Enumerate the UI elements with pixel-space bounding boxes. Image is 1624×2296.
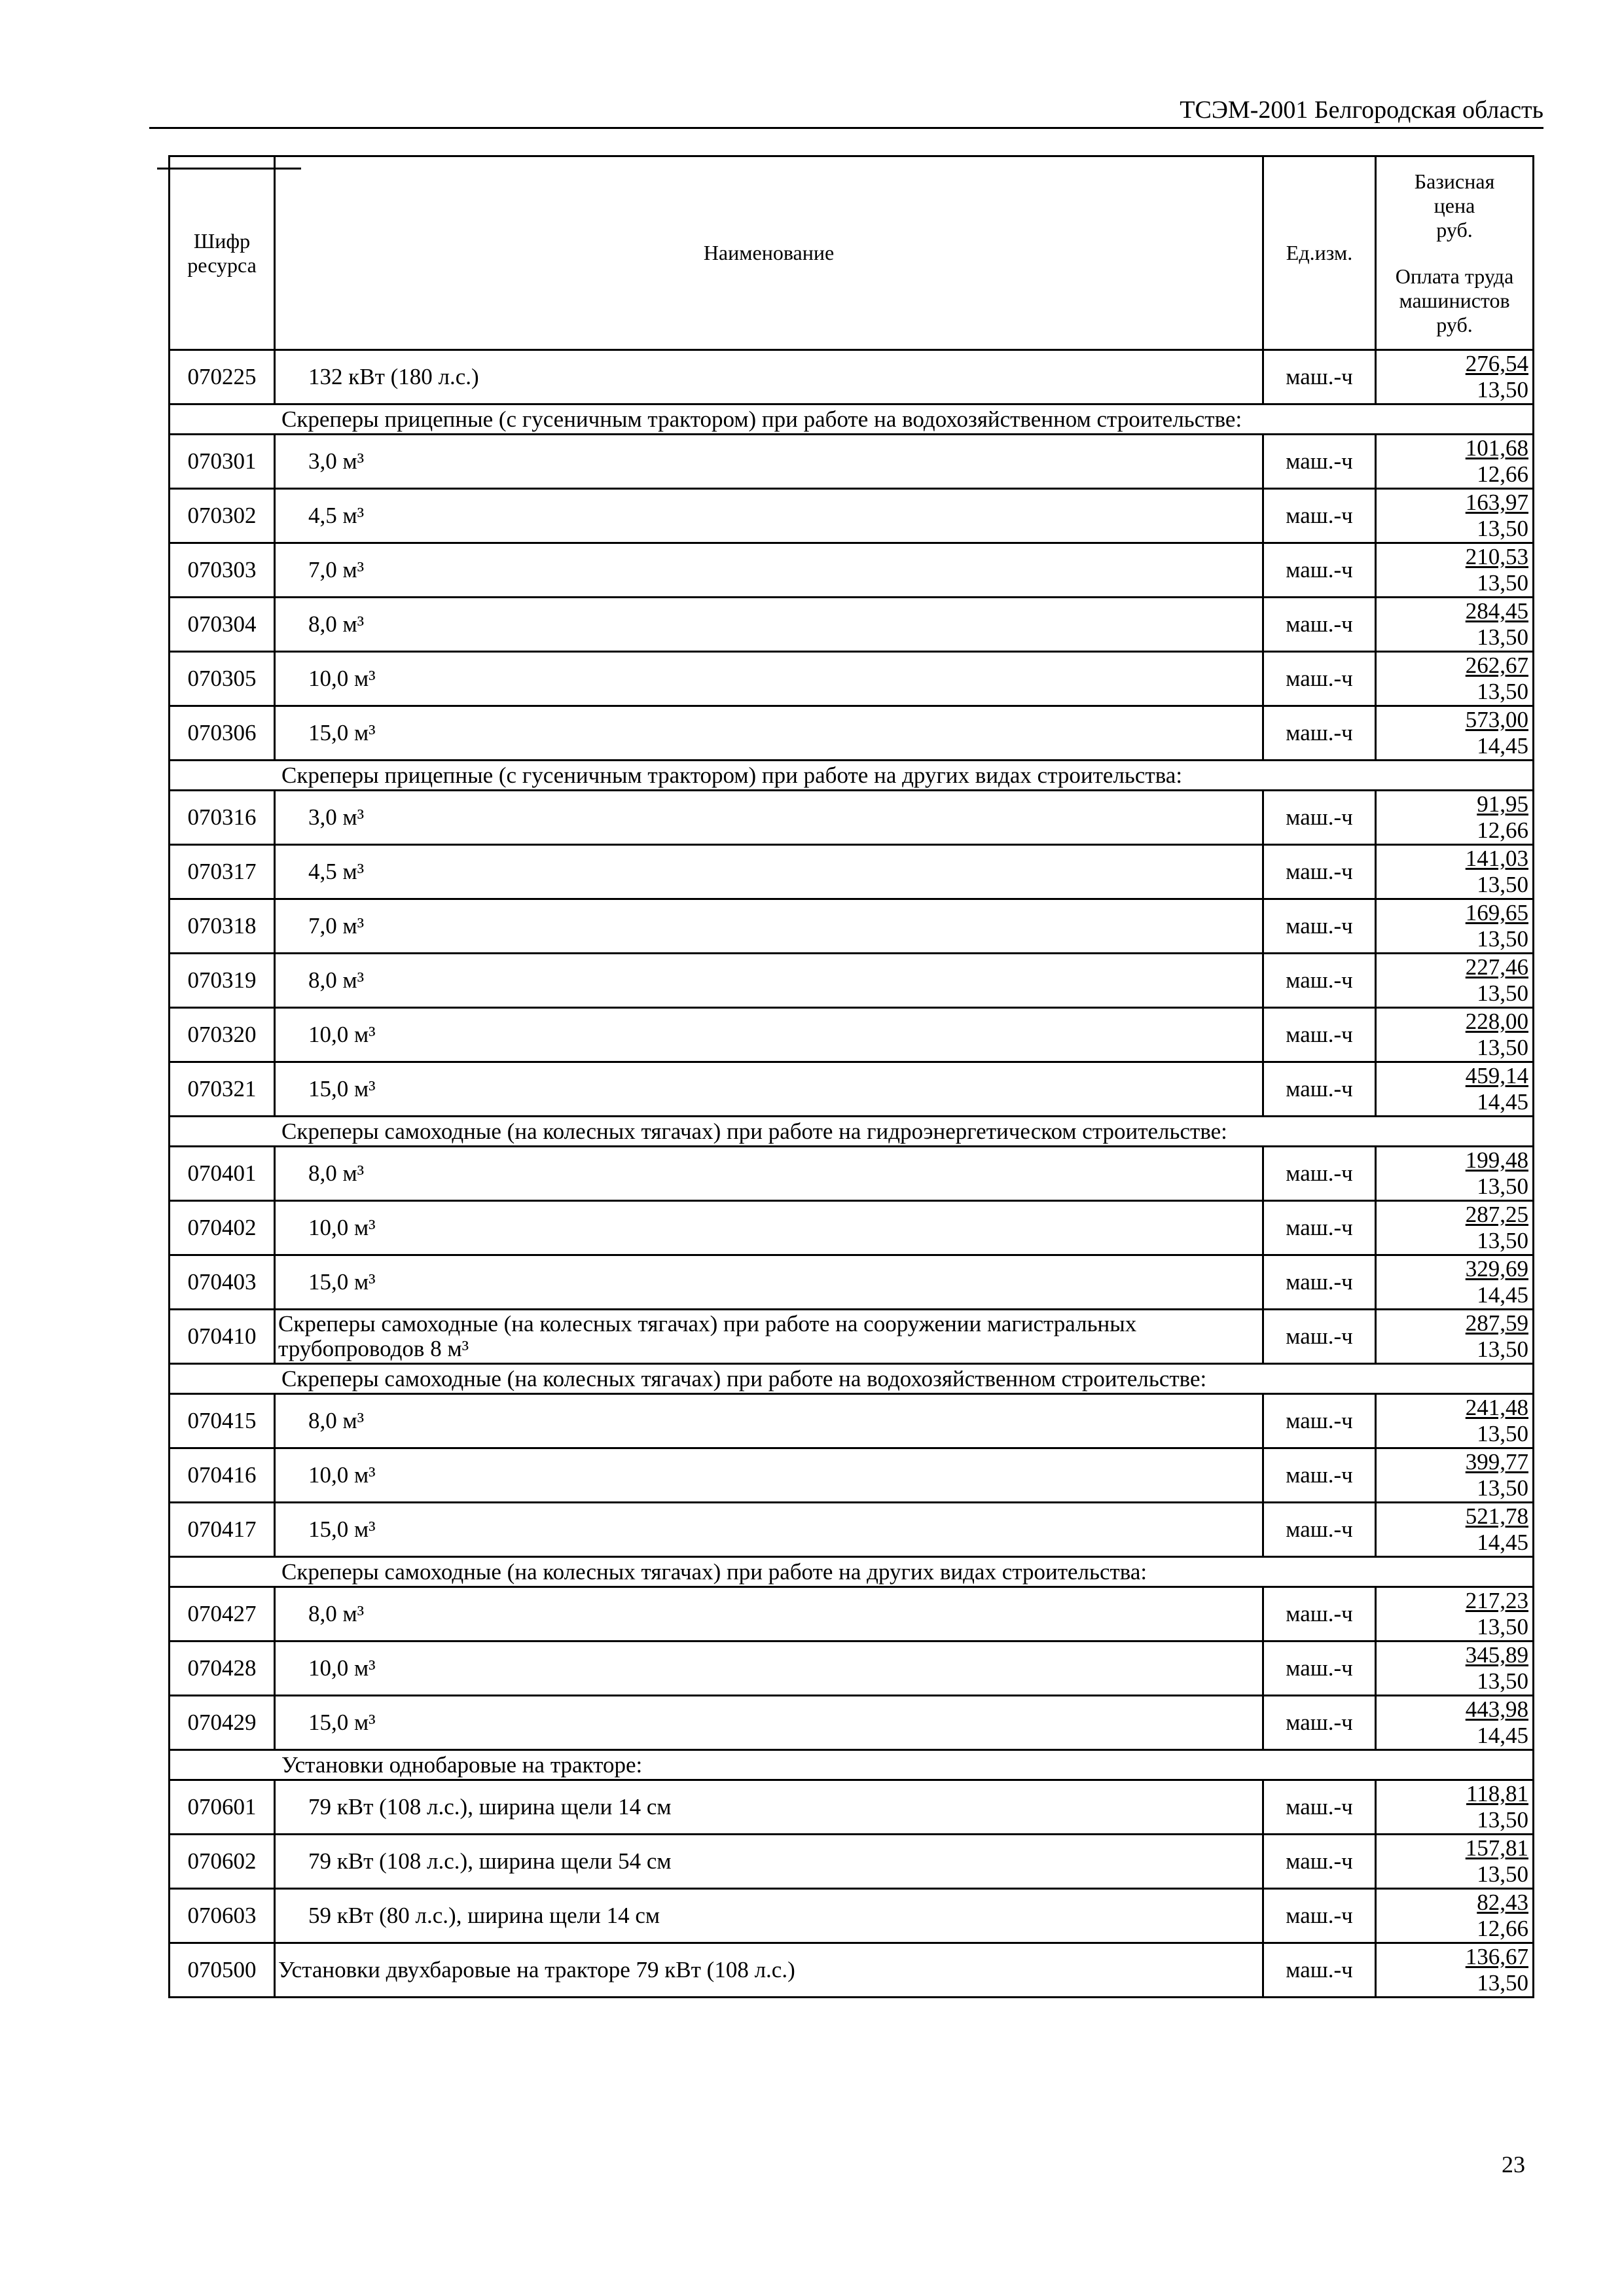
operator-labor-value: 13,50 [1477, 1336, 1528, 1362]
resource-name-cell: 8,0 м³ [275, 1394, 1263, 1448]
resource-name-cell: 4,5 м³ [275, 845, 1263, 899]
table-body [170, 350, 1534, 1998]
table-row [170, 543, 1534, 598]
table-row [170, 1008, 1534, 1062]
resource-code-cell: 070303 [170, 543, 275, 598]
resource-name-cell: 132 кВт (180 л.с.) [275, 350, 1263, 404]
price-cell [1376, 1641, 1534, 1696]
price-cell [1376, 899, 1534, 954]
operator-labor-value: 13,50 [1477, 624, 1528, 650]
table-row [170, 1943, 1534, 1998]
header-labor-line: Оплата труда [1395, 264, 1514, 288]
price-cell [1376, 845, 1534, 899]
price-cell [1376, 1448, 1534, 1503]
base-price-value: 262,67 [1465, 653, 1528, 678]
table-row [170, 1696, 1534, 1750]
price-cell [1376, 1310, 1534, 1364]
section-row [170, 761, 1534, 791]
price-cell [1376, 598, 1534, 652]
base-price-value: 91,95 [1477, 791, 1528, 817]
base-price-value: 227,46 [1465, 954, 1528, 980]
table-row [170, 1835, 1534, 1889]
base-price-value: 136,67 [1465, 1944, 1528, 1969]
base-price-value: 329,69 [1465, 1256, 1528, 1282]
resource-name-cell: 79 кВт (108 л.с.), ширина щели 14 см [275, 1780, 1263, 1835]
unit-cell: маш.-ч [1263, 899, 1376, 954]
unit-cell: маш.-ч [1263, 845, 1376, 899]
document-title: ТСЭМ-2001 Белгородская область [1180, 96, 1543, 124]
resource-name-cell: 79 кВт (108 л.с.), ширина щели 54 см [275, 1835, 1263, 1889]
resource-code-cell: 070403 [170, 1255, 275, 1310]
base-price-value: 199,48 [1465, 1147, 1528, 1173]
operator-labor-value: 13,50 [1477, 1228, 1528, 1253]
resource-code-cell: 070500 [170, 1943, 275, 1998]
resource-code-cell: 070320 [170, 1008, 275, 1062]
base-price-value: 287,25 [1465, 1202, 1528, 1227]
resource-code-cell: 070302 [170, 489, 275, 543]
operator-labor-value: 13,50 [1477, 926, 1528, 952]
unit-cell: маш.-ч [1263, 1062, 1376, 1117]
resource-code-cell: 070321 [170, 1062, 275, 1117]
base-price-value: 284,45 [1465, 598, 1528, 624]
operator-labor-value: 13,50 [1477, 679, 1528, 704]
unit-cell: маш.-ч [1263, 489, 1376, 543]
section-row [170, 1750, 1534, 1780]
base-price-value: 399,77 [1465, 1449, 1528, 1475]
operator-labor-value: 13,50 [1477, 570, 1528, 596]
resource-code-cell: 070305 [170, 652, 275, 706]
resource-price-table [168, 155, 1534, 1998]
resource-name-cell: 15,0 м³ [275, 706, 1263, 761]
resource-code-cell: 070417 [170, 1503, 275, 1557]
resource-code-cell: 070316 [170, 791, 275, 845]
header-unit: Ед.изм. [1263, 156, 1376, 350]
price-cell [1376, 1147, 1534, 1201]
price-cell [1376, 1503, 1534, 1557]
resource-code-cell: 070602 [170, 1835, 275, 1889]
price-cell [1376, 1587, 1534, 1641]
resource-name-cell: 10,0 м³ [275, 1008, 1263, 1062]
resource-name-cell: 8,0 м³ [275, 598, 1263, 652]
resource-name-cell: 3,0 м³ [275, 435, 1263, 489]
base-price-value: 210,53 [1465, 544, 1528, 569]
operator-labor-value: 12,66 [1477, 461, 1528, 487]
table-row [170, 1062, 1534, 1117]
header-price-line: цена [1434, 193, 1475, 217]
section-row [170, 1557, 1534, 1587]
section-row [170, 404, 1534, 435]
operator-labor-value: 14,45 [1477, 1089, 1528, 1115]
unit-cell: маш.-ч [1263, 954, 1376, 1008]
price-cell [1376, 1008, 1534, 1062]
operator-labor-value: 14,45 [1477, 1723, 1528, 1748]
page-number: 23 [1502, 2151, 1525, 2178]
resource-code-cell: 070427 [170, 1587, 275, 1641]
header-price-line: руб. [1436, 217, 1473, 242]
base-price-value: 141,03 [1465, 846, 1528, 871]
operator-labor-value: 13,50 [1477, 1668, 1528, 1694]
operator-labor-value: 12,66 [1477, 1916, 1528, 1941]
operator-labor-value: 14,45 [1477, 1282, 1528, 1308]
unit-cell: маш.-ч [1263, 1147, 1376, 1201]
operator-labor-value: 13,50 [1477, 1421, 1528, 1446]
table-row [170, 435, 1534, 489]
resource-code-cell: 070416 [170, 1448, 275, 1503]
operator-labor-value: 13,50 [1477, 980, 1528, 1006]
table-header-row [170, 156, 1534, 350]
resource-name-cell: 7,0 м³ [275, 899, 1263, 954]
unit-cell: маш.-ч [1263, 1448, 1376, 1503]
base-price-value: 276,54 [1465, 351, 1528, 376]
price-cell [1376, 791, 1534, 845]
resource-name-cell: 7,0 м³ [275, 543, 1263, 598]
table-row [170, 489, 1534, 543]
table-row [170, 791, 1534, 845]
table-row [170, 598, 1534, 652]
resource-code-cell: 070428 [170, 1641, 275, 1696]
table-row [170, 1201, 1534, 1255]
table-row [170, 954, 1534, 1008]
price-cell [1376, 1696, 1534, 1750]
header-price [1376, 156, 1534, 350]
section-title: Установки однобаровые на тракторе: [170, 1750, 1534, 1780]
price-cell [1376, 1255, 1534, 1310]
resource-name-cell: 10,0 м³ [275, 1201, 1263, 1255]
section-title: Скреперы прицепные (с гусеничным трактором) при работе на других видах строительства: [170, 761, 1534, 791]
resource-name-cell: 15,0 м³ [275, 1696, 1263, 1750]
operator-labor-value: 13,50 [1477, 1475, 1528, 1501]
table-row [170, 1255, 1534, 1310]
unit-cell: маш.-ч [1263, 1696, 1376, 1750]
resource-name-cell: 8,0 м³ [275, 1587, 1263, 1641]
base-price-value: 82,43 [1477, 1890, 1528, 1915]
resource-name-cell: 8,0 м³ [275, 1147, 1263, 1201]
unit-cell: маш.-ч [1263, 1780, 1376, 1835]
resource-name-cell: 15,0 м³ [275, 1503, 1263, 1557]
operator-labor-value: 13,50 [1477, 1807, 1528, 1833]
unit-cell: маш.-ч [1263, 1835, 1376, 1889]
page-header [149, 90, 1543, 129]
resource-name-cell: 10,0 м³ [275, 1641, 1263, 1696]
resource-code-cell: 070301 [170, 435, 275, 489]
unit-cell: маш.-ч [1263, 791, 1376, 845]
base-price-value: 287,59 [1465, 1310, 1528, 1336]
price-cell [1376, 1780, 1534, 1835]
unit-cell: маш.-ч [1263, 598, 1376, 652]
section-title: Скреперы самоходные (на колесных тягачах) при работе на других видах строительства: [170, 1557, 1534, 1587]
unit-cell: маш.-ч [1263, 1943, 1376, 1998]
table-row [170, 1503, 1534, 1557]
base-price-value: 163,97 [1465, 490, 1528, 515]
header-name: Наименование [275, 156, 1263, 350]
unit-cell: маш.-ч [1263, 1310, 1376, 1364]
section-title: Скреперы прицепные (с гусеничным трактором) при работе на водохозяйственном строительстве: [170, 404, 1534, 435]
price-cell [1376, 543, 1534, 598]
resource-code-cell: 070603 [170, 1889, 275, 1943]
price-cell [1376, 1889, 1534, 1943]
resource-name-cell: 10,0 м³ [275, 1448, 1263, 1503]
table-row [170, 652, 1534, 706]
base-price-value: 169,65 [1465, 900, 1528, 925]
price-cell [1376, 1201, 1534, 1255]
price-cell [1376, 435, 1534, 489]
operator-labor-value: 14,45 [1477, 1530, 1528, 1555]
resource-code-cell: 070601 [170, 1780, 275, 1835]
resource-name-cell: Установки двухбаровые на тракторе 79 кВт (108 л.с.) [275, 1943, 1263, 1998]
operator-labor-value: 13,50 [1477, 1174, 1528, 1199]
operator-labor-value: 13,50 [1477, 1035, 1528, 1060]
unit-cell: маш.-ч [1263, 1394, 1376, 1448]
operator-labor-value: 12,66 [1477, 817, 1528, 843]
unit-cell: маш.-ч [1263, 652, 1376, 706]
operator-labor-value: 13,50 [1477, 1861, 1528, 1887]
resource-name-cell: 15,0 м³ [275, 1255, 1263, 1310]
price-cell [1376, 1943, 1534, 1998]
base-price-value: 521,78 [1465, 1503, 1528, 1529]
base-price-value: 241,48 [1465, 1395, 1528, 1420]
price-cell [1376, 954, 1534, 1008]
base-price-value: 345,89 [1465, 1642, 1528, 1668]
unit-cell: маш.-ч [1263, 1008, 1376, 1062]
unit-cell: маш.-ч [1263, 1587, 1376, 1641]
base-price-value: 101,68 [1465, 435, 1528, 461]
resource-code-cell: 070402 [170, 1201, 275, 1255]
base-price-value: 573,00 [1465, 707, 1528, 732]
unit-cell: маш.-ч [1263, 543, 1376, 598]
table-row [170, 1448, 1534, 1503]
operator-labor-value: 14,45 [1477, 733, 1528, 759]
unit-cell: маш.-ч [1263, 1255, 1376, 1310]
base-price-value: 118,81 [1466, 1781, 1528, 1806]
table-row [170, 1394, 1534, 1448]
operator-labor-value: 13,50 [1477, 377, 1528, 403]
resource-name-cell: 4,5 м³ [275, 489, 1263, 543]
table-row [170, 1889, 1534, 1943]
resource-code-cell: 070319 [170, 954, 275, 1008]
unit-cell: маш.-ч [1263, 1503, 1376, 1557]
header-labor-line: руб. [1436, 312, 1473, 336]
table-row [170, 1310, 1534, 1364]
price-cell [1376, 706, 1534, 761]
resource-code-cell: 070429 [170, 1696, 275, 1750]
header-labor-line: машинистов [1399, 288, 1510, 312]
resource-code-cell: 070304 [170, 598, 275, 652]
price-cell [1376, 350, 1534, 404]
base-price-value: 157,81 [1465, 1835, 1528, 1861]
unit-cell: маш.-ч [1263, 706, 1376, 761]
base-price-value: 217,23 [1465, 1588, 1528, 1613]
resource-code-cell: 070401 [170, 1147, 275, 1201]
table-row [170, 1147, 1534, 1201]
resource-code-cell: 070317 [170, 845, 275, 899]
section-row [170, 1117, 1534, 1147]
resource-name-cell: 10,0 м³ [275, 652, 1263, 706]
resource-code-cell: 070306 [170, 706, 275, 761]
table-row [170, 899, 1534, 954]
unit-cell: маш.-ч [1263, 350, 1376, 404]
table-row [170, 1780, 1534, 1835]
base-price-value: 443,98 [1465, 1696, 1528, 1722]
header-price-line: Базисная [1414, 169, 1495, 193]
price-cell [1376, 1062, 1534, 1117]
table-row [170, 350, 1534, 404]
operator-labor-value: 13,50 [1477, 1614, 1528, 1640]
table-row [170, 706, 1534, 761]
resource-name-cell: 3,0 м³ [275, 791, 1263, 845]
price-cell [1376, 1835, 1534, 1889]
table-row [170, 1641, 1534, 1696]
unit-cell: маш.-ч [1263, 1889, 1376, 1943]
resource-name-cell: 8,0 м³ [275, 954, 1263, 1008]
header-resource-code: Шифр ресурса [170, 156, 275, 350]
operator-labor-value: 13,50 [1477, 872, 1528, 897]
unit-cell: маш.-ч [1263, 1641, 1376, 1696]
unit-cell: маш.-ч [1263, 1201, 1376, 1255]
table-row [170, 845, 1534, 899]
resource-name-cell: Скреперы самоходные (на колесных тягачах) при работе на сооружении магистральных трубопроводов 8 м³ [275, 1310, 1263, 1364]
price-cell [1376, 489, 1534, 543]
resource-name-cell: 59 кВт (80 л.с.), ширина щели 14 см [275, 1889, 1263, 1943]
resource-code-cell: 070318 [170, 899, 275, 954]
section-row [170, 1364, 1534, 1394]
operator-labor-value: 13,50 [1477, 516, 1528, 541]
table-row [170, 1587, 1534, 1641]
section-title: Скреперы самоходные (на колесных тягачах) при работе на водохозяйственном строительстве: [170, 1364, 1534, 1394]
resource-code-cell: 070410 [170, 1310, 275, 1364]
base-price-value: 228,00 [1465, 1009, 1528, 1034]
operator-labor-value: 13,50 [1477, 1970, 1528, 1996]
resource-code-cell: 070415 [170, 1394, 275, 1448]
base-price-value: 459,14 [1465, 1063, 1528, 1088]
resource-code-cell: 070225 [170, 350, 275, 404]
price-cell [1376, 1394, 1534, 1448]
section-title: Скреперы самоходные (на колесных тягачах) при работе на гидроэнергетическом строительстве: [170, 1117, 1534, 1147]
price-cell [1376, 652, 1534, 706]
unit-cell: маш.-ч [1263, 435, 1376, 489]
resource-name-cell: 15,0 м³ [275, 1062, 1263, 1117]
